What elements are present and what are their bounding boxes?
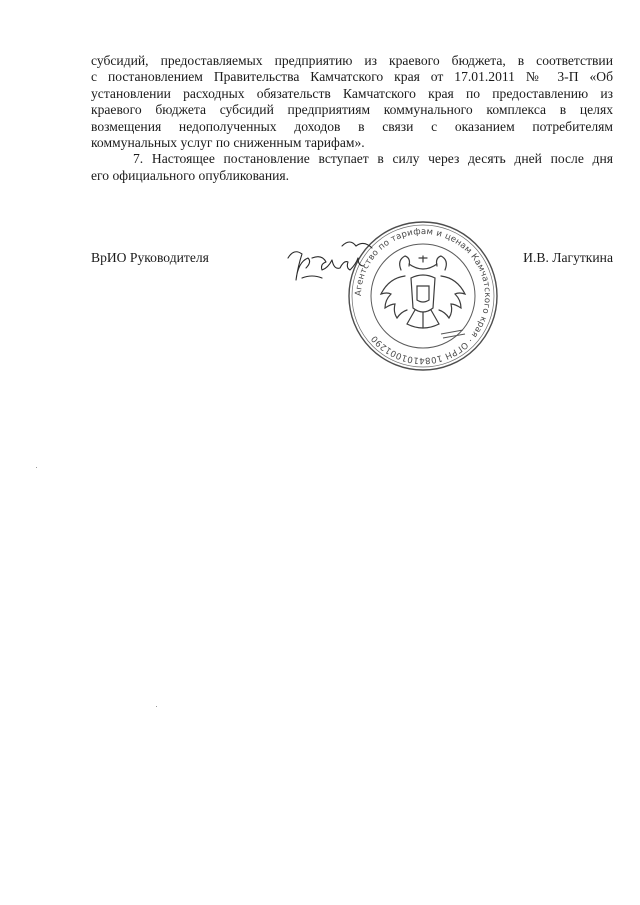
- text-line: установлении расходных обязательств Камчатского края по предоставлению из: [91, 85, 613, 101]
- seal-ring-text: Агентство по тарифам и ценам Камчатского края · ОГРН 1084101001290: [353, 226, 493, 366]
- text-line: с постановлением Правительства Камчатского края от 17.01.2011 № 3-П «Об: [91, 69, 613, 85]
- signatory-name: И.В. Лагуткина: [523, 250, 613, 265]
- scan-speck: [156, 706, 157, 707]
- document-body: [91, 53, 613, 184]
- handwritten-signature: [282, 228, 392, 292]
- paragraph-7-line: его официального опубликования.: [91, 167, 290, 183]
- paragraph-7-line: 7. Настоящее постановление вступает в силу через десять дней после дня: [133, 151, 613, 167]
- scan-speck: [36, 467, 37, 468]
- eagle-emblem-icon: [381, 256, 465, 328]
- text-line: краевого бюджета субсидий предприятиям коммунального комплекса в целях: [91, 102, 613, 118]
- position-title: ВрИО Руководителя: [91, 250, 209, 265]
- text-line: субсидий, предоставляемых предприятию из краевого бюджета, в соответствии: [91, 53, 613, 68]
- text-line: коммунальных услуг по сниженным тарифам».: [91, 134, 365, 150]
- text-line: возмещения недополученных доходов в связи с оказанием потребителям: [91, 118, 613, 134]
